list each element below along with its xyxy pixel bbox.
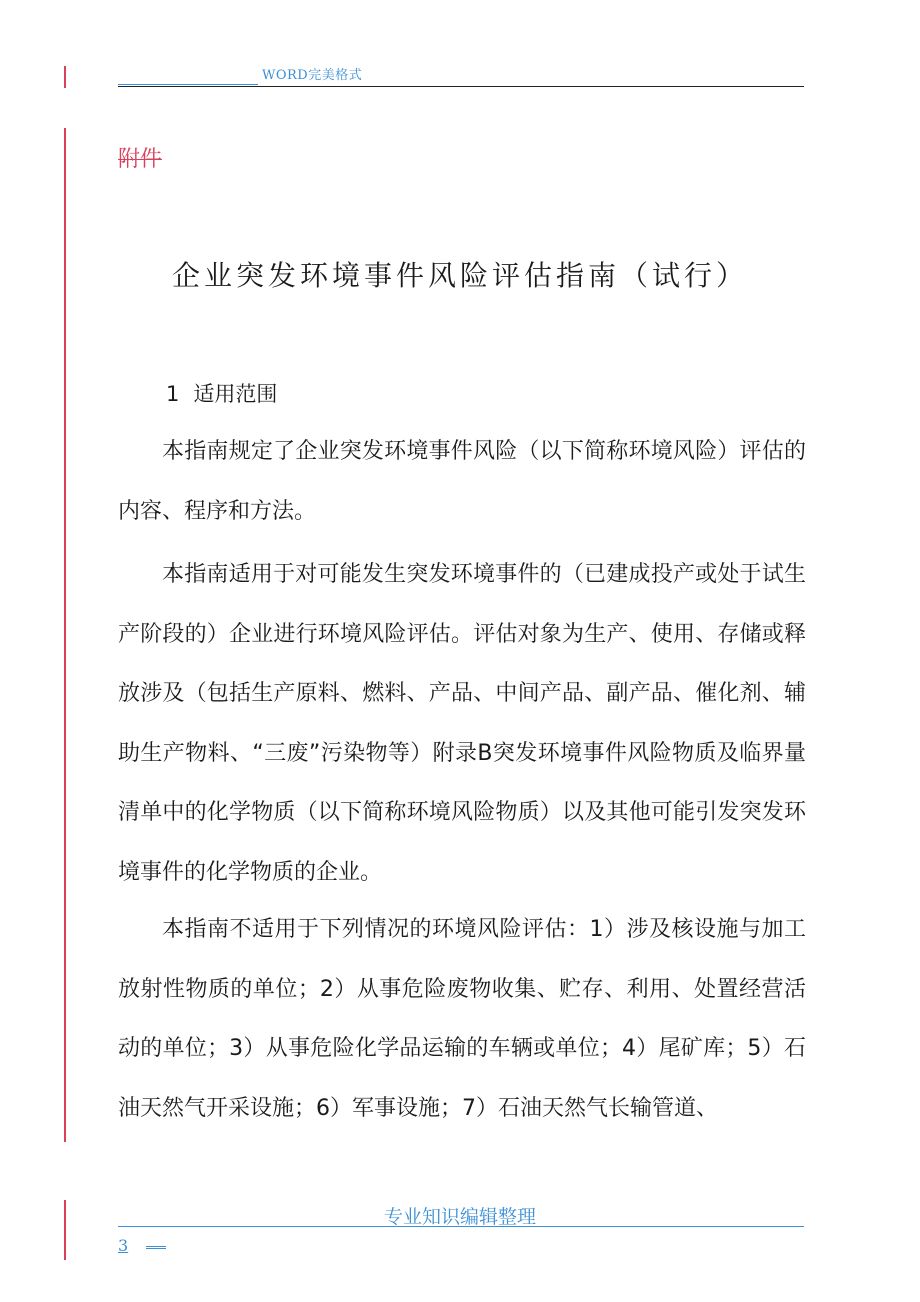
document-title: 企业突发环境事件风险评估指南（试行）	[171, 259, 748, 292]
paragraph-scope: 本指南规定了企业突发环境事件风险（以下简称环境风险）评估的内容、程序和方法。	[118, 439, 806, 524]
annex-label: 附件	[118, 147, 163, 172]
paragraph-exclusions: 本指南不适用于下列情况的环境风险评估：1）涉及核设施与加工放射性物质的单位；2）从事危险废物收集、贮存、利用、处置经营活动的单位；3）从事危险化学品运输的车辆或单位；4）尾矿库；5）石油天然气开采设施；6）军事设施；7）石油天然气长输管道、	[118, 917, 806, 1121]
header-rule	[118, 86, 804, 87]
section-number: 1	[166, 382, 180, 406]
section-heading	[166, 378, 277, 408]
footer-text: 专业知识编辑整理	[383, 1206, 536, 1228]
page-number-mark	[146, 1246, 166, 1249]
margin-mark-header	[64, 66, 66, 88]
section-title: 适用范围	[193, 382, 278, 406]
footer-rule	[118, 1226, 804, 1227]
header-text: WORD完美格式	[262, 68, 363, 83]
header-rule-accent	[118, 84, 258, 85]
paragraph-applicability: 本指南适用于对可能发生突发环境事件的（已建成投产或处于试生产阶段的）企业进行环境风险评估。评估对象为生产、使用、存储或释放涉及（包括生产原料、燃料、产品、中间产品、副产品、催化剂、辅助生产物料、“三废”污染物等）附录B突发环境事件风险物质及临界量清单中的化学物质（以下简称环境风险物质）以及其他可能引发突发环境事件的化学物质的企业。	[118, 562, 806, 885]
page-number: 3	[118, 1236, 129, 1255]
